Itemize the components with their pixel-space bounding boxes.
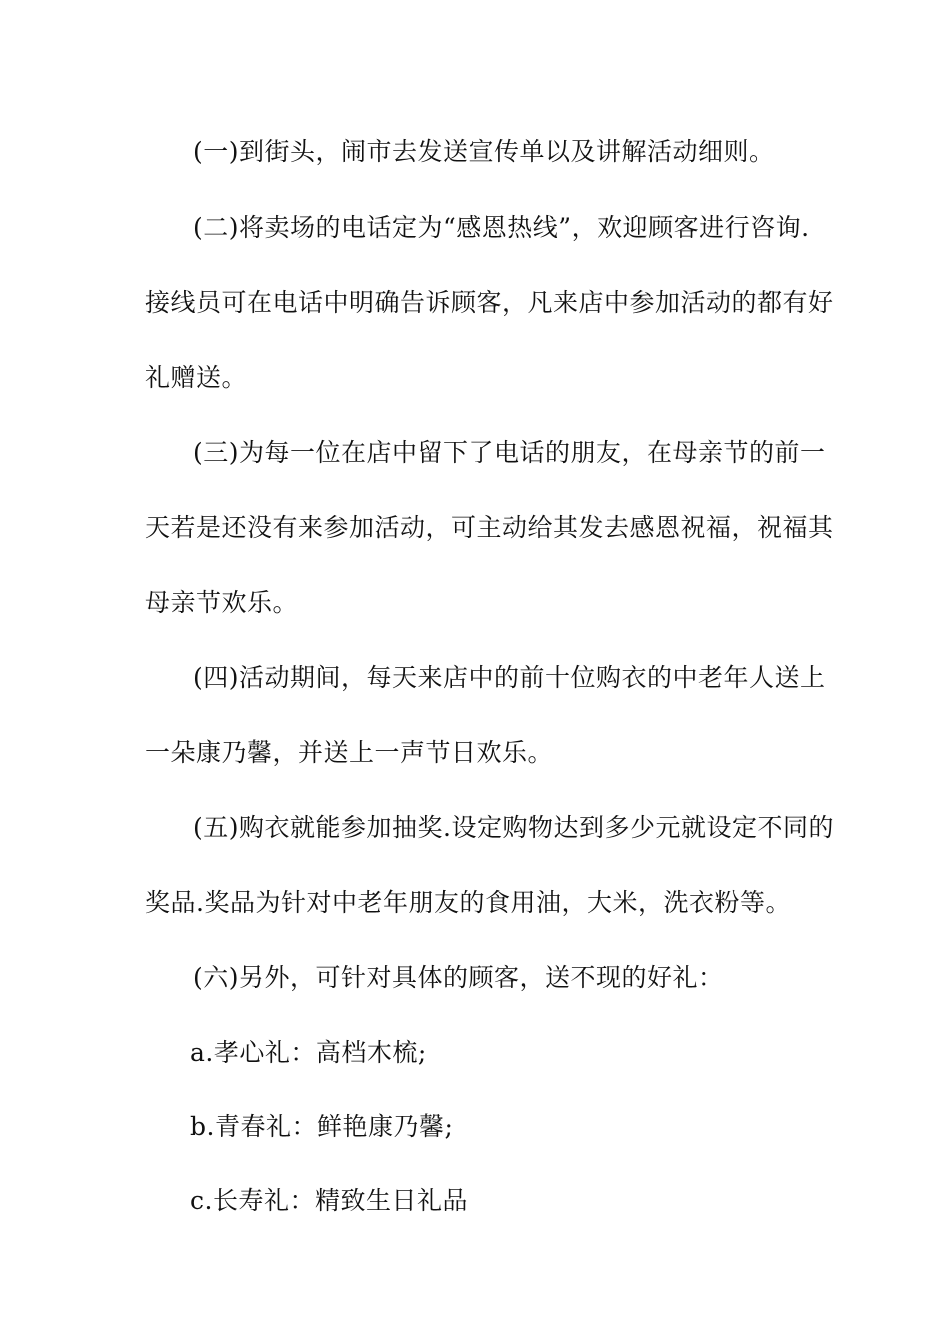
gift-item-a: a.孝心礼：高档木梳; [190,1038,427,1067]
paragraph-3-line-1: (三)为每一位在店中留下了电话的朋友，在母亲节的前一 [193,438,826,467]
paragraph-5-line-1: (五)购衣就能参加抽奖.设定购物达到多少元就设定不同的 [193,813,834,842]
paragraph-3-line-3: 母亲节欢乐。 [145,588,299,617]
gift-item-b: b.青春礼：鲜艳康乃馨; [190,1112,454,1141]
paragraph-6-line-1: (六)另外，可针对具体的顾客，送不现的好礼： [193,963,724,992]
gift-item-c: c.长寿礼：精致生日礼品 [190,1186,468,1215]
paragraph-4-line-1: (四)活动期间，每天来店中的前十位购衣的中老年人送上 [193,663,826,692]
paragraph-2-line-3: 礼赠送。 [145,363,248,392]
paragraph-2-line-2: 接线员可在电话中明确告诉顾客，凡来店中参加活动的都有好 [145,288,834,317]
paragraph-1-line-1: (一)到街头，闹市去发送宣传单以及讲解活动细则。 [193,137,775,166]
paragraph-4-line-2: 一朵康乃馨，并送上一声节日欢乐。 [145,738,554,767]
paragraph-3-line-2: 天若是还没有来参加活动，可主动给其发去感恩祝福，祝福其 [145,513,834,542]
paragraph-5-line-2: 奖品.奖品为针对中老年朋友的食用油，大米，洗衣粉等。 [145,888,791,917]
paragraph-2-line-1: (二)将卖场的电话定为“感恩热线”，欢迎顾客进行咨询. [193,213,810,242]
